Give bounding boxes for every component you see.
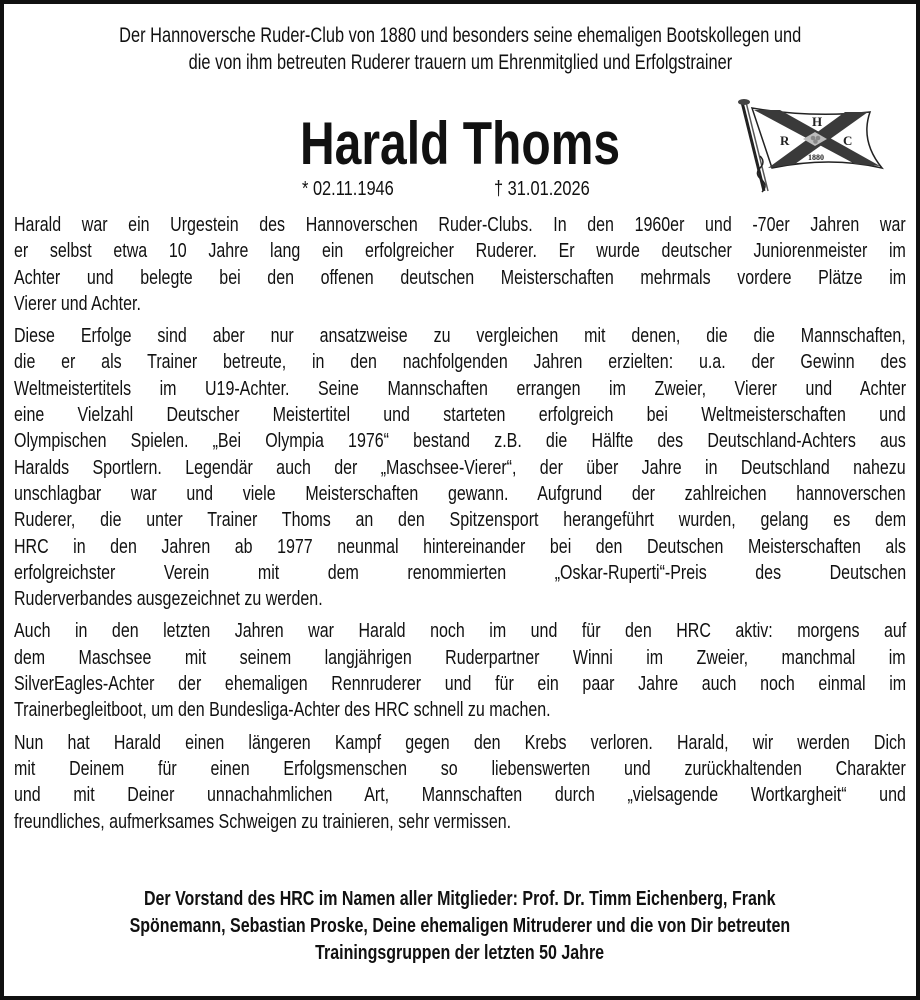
text-line-content: er selbst etwa 10 Jahre lang ein erfolgreicher Ruderer. Er wurde deutscher Juniorenmeister im [14, 240, 906, 263]
text-line-content: Olympischen Spielen. „Bei Olympia 1976“ bestand z.B. die Hälfte des Deutschland-Achters aus [14, 430, 906, 453]
text-line [14, 212, 906, 238]
text-line-content: Ruderer, die unter Trainer Thoms an den Spitzensport herangeführt wurden, gelang es dem [14, 509, 907, 532]
text-line-content: eine Vielzahl Deutscher Meistertitel und starteten erfolgreich bei Weltmeisterschaften und [14, 404, 906, 427]
text-line [14, 265, 906, 291]
signature-block [4, 886, 916, 967]
death-date-text: † 31.01.2026 [494, 178, 590, 200]
flag-letter-h: H [812, 114, 823, 129]
text-line-content: Harald war ein Urgestein des Hannoverschen Ruder-Clubs. In den 1960er und -70er Jahren war [14, 214, 906, 236]
death-date [494, 176, 611, 202]
text-line-content: freundliches, aufmerksames Schweigen zu trainieren, sehr vermissen. [14, 810, 512, 833]
text-line-content: Trainerbegleitboot, um den Bundesliga-Achter des HRC schnell zu machen. [14, 699, 551, 722]
text-line [14, 323, 906, 349]
text-line-content: Auch in den letzten Jahren war Harald noch im und für den HRC aktiv: morgens auf [14, 620, 907, 643]
text-line-content: HRC in den Jahren ab 1977 neunmal hintereinander bei den Deutschen Meisterschaften als [14, 535, 906, 558]
text-line [14, 586, 906, 612]
text-line [14, 560, 906, 586]
paragraph-3 [14, 618, 906, 723]
text-line-content: unschlagbar war und viele Meisterschaften gewann. Aufgrund der zahlreichen hannoverschen [14, 482, 906, 505]
signature-line [4, 913, 916, 940]
text-line [14, 697, 906, 723]
text-line-content: SilverEagles-Achter der ehemaligen Rennruderer und für ein paar Jahre auch noch einmal im [14, 673, 907, 696]
text-line-content: dem Maschsee mit seinem langjährigen Ruderpartner Winni im Zweier, manchmal im [14, 646, 906, 669]
signature-line [4, 940, 916, 967]
text-line [14, 291, 906, 317]
text-line [14, 730, 906, 756]
text-line [14, 756, 906, 782]
text-line [14, 455, 906, 481]
text-line [14, 402, 906, 428]
paragraph-2 [14, 323, 906, 612]
text-line [14, 428, 906, 454]
text-line-content: Ruderverbandes ausgezeichnet zu werden. [14, 588, 323, 611]
text-line-content: Haralds Sportlern. Legendär auch der „Maschsee-Vierer“, der über Jahre in Deutschland nahezu [14, 456, 906, 479]
intro-line [4, 49, 916, 76]
text-line-content: Achter und belegte bei den offenen deutschen Meisterschaften mehrmals vordere Plätze im [14, 266, 907, 289]
flag-letter-c: C [843, 133, 853, 148]
text-line [14, 645, 906, 671]
club-flag-icon [720, 96, 910, 201]
text-line [14, 376, 906, 402]
deceased-name-text: Harald Thoms [299, 110, 621, 177]
text-line [14, 238, 906, 264]
text-line [14, 349, 906, 375]
text-line [14, 618, 906, 644]
text-line-content: Nun hat Harald einen längeren Kampf gegen den Krebs verloren. Harald, wir werden Dich [14, 731, 906, 754]
paragraph-4 [14, 730, 906, 835]
signature-line-text: Der Vorstand des HRC im Namen aller Mitglieder: Prof. Dr. Timm Eichenberg, Frank [144, 888, 776, 910]
intro-line-text: die von ihm betreuten Ruderer trauern um Ehrenmitglied und Erfolgstrainer [188, 51, 732, 74]
signature-line-text: Spönemann, Sebastian Proske, Deine ehemaligen Mitruderer und die von Dir betreuten [129, 915, 791, 937]
flag-year: 1880 [808, 153, 824, 162]
text-line [14, 782, 906, 808]
intro-line [4, 22, 916, 49]
text-line-content: Diese Erfolge sind aber nur ansatzweise zu vergleichen mit denen, die die Mannschaften, [14, 325, 906, 348]
text-line [14, 671, 906, 697]
signature-line [4, 886, 916, 913]
obituary-body [14, 212, 906, 841]
birth-date-text: * 02.11.1946 [302, 178, 394, 200]
text-line-content: mit Deinem für einen Erfolgsmenschen so liebenswerten und zurückhaltenden Charakter [14, 757, 906, 780]
text-line-content: und mit Deiner unnachahmlichen Art, Mannschaften durch „vielsagende Wortkargheit“ und [14, 784, 906, 807]
text-line-content: die er als Trainer betreute, in den nachfolgenden Jahren erzielten: u.a. der Gewinn des [14, 351, 907, 374]
text-line [14, 507, 906, 533]
text-line-content: Vierer und Achter. [14, 292, 141, 315]
text-line-content: erfolgreichster Verein mit dem renommierten „Oskar-Ruperti“-Preis des Deutschen [14, 561, 907, 584]
intro-line-text: Der Hannoversche Ruder-Club von 1880 und besonders seine ehemaligen Bootskollegen und [118, 24, 802, 47]
text-line [14, 481, 906, 507]
text-line [14, 534, 906, 560]
intro-text [4, 22, 916, 76]
text-line-content: Weltmeistertitels im U19-Achter. Seine Mannschaften errangen im Zweier, Vierer und Achter [14, 377, 907, 400]
paragraph-1 [14, 212, 906, 317]
birth-date [302, 176, 414, 202]
flag-letter-r: R [780, 133, 790, 148]
signature-line-text: Trainingsgruppen der letzten 50 Jahre [315, 942, 605, 964]
text-line [14, 809, 906, 835]
